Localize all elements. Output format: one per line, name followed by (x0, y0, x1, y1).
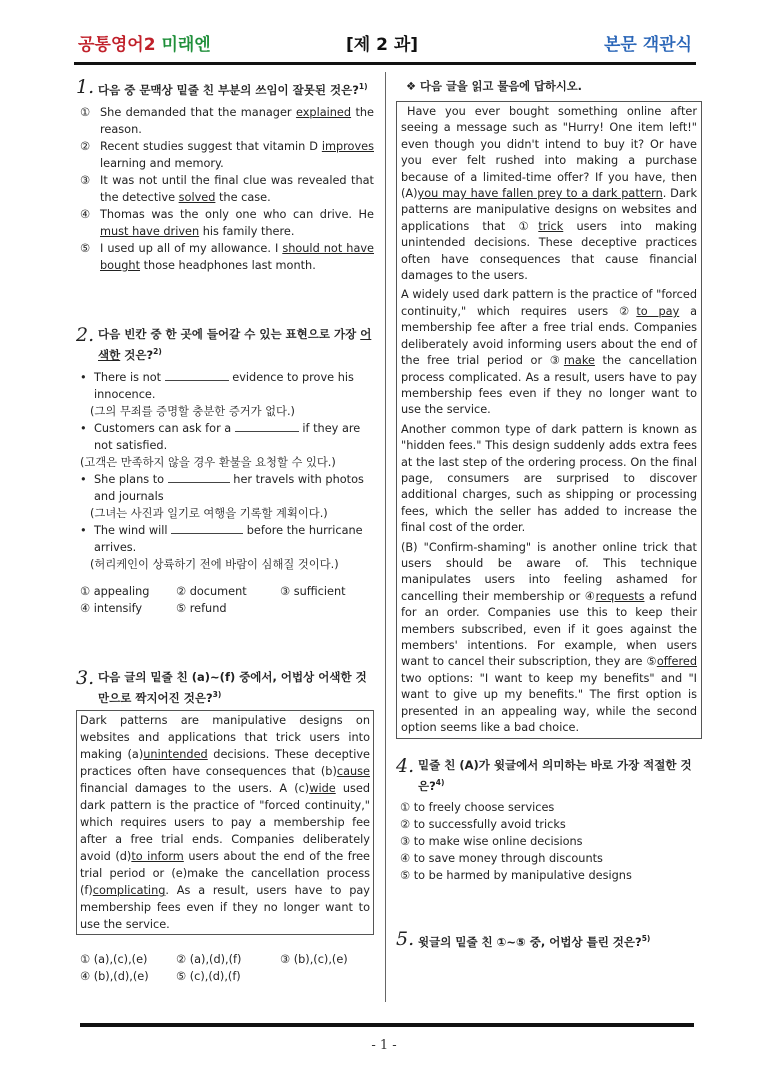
question-1-title (76, 78, 374, 99)
header-type: 본문 객관식 (603, 35, 692, 55)
column-divider (385, 72, 386, 1002)
question-number: 2. (76, 323, 95, 346)
q1-option-3[interactable]: ③ It was not until the final clue was revealed that the detective solved the case. (80, 173, 374, 204)
footer-rule (80, 1023, 694, 1027)
question-2-title: 2. 다음 빈칸 중 한 곳에 들어갈 수 있는 표현으로 가장 어색한 것은?$^{2)}$ (76, 323, 372, 362)
question-3-title: 3. 다음 글의 밑줄 친 (a)~(f) 중에서, 어법상 어색한 것만으로 짝지어진 것은?$^{3)}$ (76, 666, 367, 705)
q3-answers-row-1 (76, 951, 374, 968)
footnote-ref: 2) (153, 346, 162, 356)
q3-answer-2[interactable]: ② (a),(d),(f) (176, 953, 242, 967)
q4-option-5[interactable]: ⑤ to be harmed by manipulative designs (400, 869, 632, 883)
q1-option-5[interactable]: ⑤ I used up all of my allowance. I should not have bought those headphones last month. (80, 241, 375, 272)
q1-option-4[interactable]: ④ Thomas was the only one who can drive. He must have driven his family there. (80, 207, 374, 238)
q2-item-2-translation: (고객은 만족하지 않을 경우 환불을 요청할 수 있다.) (80, 455, 336, 469)
q2-item-3-translation: (그녀는 사진과 일기로 여행을 기록할 계획이다.) (90, 506, 328, 520)
question-4-title: 4. 밑줄 친 (A)가 윗글에서 의미하는 바로 가장 적절한 것은?$^{4)}$ (396, 755, 692, 794)
q2-answers-row-2 (76, 600, 374, 617)
reading-instruction: ❖ 다음 글을 읽고 물음에 답하시오. (406, 80, 582, 93)
q4-option-3[interactable]: ③ to make wise online decisions (400, 835, 583, 849)
footnote-ref: 1) (358, 82, 368, 91)
q4-option-4[interactable]: ④ to save money through discounts (400, 852, 603, 866)
page-number: - 1 - (371, 1038, 397, 1053)
q3-answer-1[interactable]: ① (a),(c),(e) (80, 953, 148, 967)
footnote-ref: 4) (435, 778, 445, 788)
header-subject (78, 30, 211, 55)
q1-option-1[interactable]: ① She demanded that the manager explained the reason. (80, 105, 374, 136)
question-number: 4. (396, 755, 415, 778)
question-number: 1. (76, 76, 95, 98)
question-number: 5. (396, 928, 415, 951)
q2-answer-5[interactable]: ⑤ refund (176, 601, 227, 615)
q1-option-2[interactable]: ② Recent studies suggest that vitamin D improves learning and memory. (80, 139, 374, 170)
reading-passage-box: Have you ever bought something online after seeing a message such as "Hurry! One item left!" even though you didn't intend to buy it? Or have you ever felt rushed into making a purchase because of a limited-time offer? If you have, then (A)you may have fallen prey to a dark pattern. Dark patterns are manipulative designs on websites and applications that ①trick users into making unintended decisions. These deceptive practices often have consequences that cause financial damages to the users. A widely used dark pattern is the practice of "forced continuity," which requires users ②to pay a membership fee after a free trial ends. Companies deliberately avoid informing users about the end of the free trial period or ③make the cancellation process complicated. As a result, users have to pay membership fees even if they no longer want to use the service. Another common type of dark pattern is known as "hidden fees." This design suddenly adds extra fees at the last step of the ordering process. On the final page, consumers are surprised to discover additional charges, such as shipping or processing fees, which the seller has added to increase the final cost of the order. (B) "Confirm-shaming" is another online trick that users should be aware of. This technique manipulates users into feeling ashamed for cancelling their membership or ④requests a refund for an order. Companies use this to keep their members subscribed, even if it goes against the members' intentions. For example, when users want to cancel their subscription, they are ⑤offered two options: "I want to keep my benefits" and "I want to give up my benefits." The first option is presented in an appealing way, while the second option seems like a bad choice. (396, 101, 702, 739)
question-5-title: 5. 윗글의 밑줄 친 ①~⑤ 중, 어법상 틀린 것은?$^{5)}$ (396, 928, 651, 951)
footnote-ref: 3) (212, 689, 222, 699)
q2-answer-1[interactable]: ① appealing (80, 584, 150, 598)
left-column (76, 78, 374, 985)
q3-passage-box: Dark patterns are manipulative designs on websites and applications that trick users into making (a)unintended decisions. These deceptive practices often have consequences that (b)cause financial damages to the users. A (c)wide used dark pattern is the practice of "forced continuity," which requires users to pay a membership fee after a free trial ends. Companies deliberately avoid (d)to inform users about the end of the free trial period or (e)make the cancellation process (f)complicating. As a result, users have to pay membership fees even if they no longer want to use the service. (76, 710, 374, 935)
q2-answer-3[interactable]: ③ sufficient (280, 584, 346, 598)
header-rule (74, 62, 696, 65)
q2-item-1-translation: (그의 무죄를 증명할 충분한 증거가 없다.) (90, 404, 295, 418)
q2-item-3: • She plans to her travels with photos and journals (80, 472, 364, 503)
q2-answers-row-1 (76, 583, 374, 600)
header-subject-publisher: 미래엔 (161, 35, 211, 55)
q4-option-2[interactable]: ② to successfully avoid tricks (400, 818, 566, 832)
q3-answer-4[interactable]: ④ (b),(d),(e) (80, 970, 149, 984)
header-lesson: [제 2 과] (346, 35, 419, 55)
question-number: 3. (76, 666, 95, 689)
question-text: 다음 중 문맥상 밑줄 친 부분의 쓰임이 잘못된 것은? (98, 82, 359, 97)
q2-answer-2[interactable]: ② document (176, 584, 247, 598)
q2-item-2: • Customers can ask for a if they are not satisfied. (80, 421, 361, 452)
q2-item-4-translation: (허리케인이 상륙하기 전에 바람이 심해질 것이다.) (90, 557, 339, 571)
q2-item-1: • There is not evidence to prove his innocence. (80, 370, 354, 401)
q2-answer-4[interactable]: ④ intensify (80, 601, 143, 615)
header-subject-course: 공통영어2 (78, 35, 162, 55)
passage-paragraph-3: Another common type of dark pattern is known as "hidden fees." This design suddenly adds extra fees at the last step of the ordering process. On the final page, consumers are surprised to discover additional charges, such as shipping or processing fees, which the seller has added to increase the final cost of the order. (401, 422, 697, 535)
q3-answers-row-2 (76, 968, 374, 985)
right-column (396, 78, 702, 951)
q4-option-1[interactable]: ① to freely choose services (400, 801, 555, 815)
q3-answer-5[interactable]: ⑤ (c),(d),(f) (176, 970, 241, 984)
q2-item-4: • The wind will before the hurricane arrives. (80, 523, 363, 554)
footnote-ref: 5) (641, 934, 651, 944)
q3-answer-3[interactable]: ③ (b),(c),(e) (280, 953, 348, 967)
